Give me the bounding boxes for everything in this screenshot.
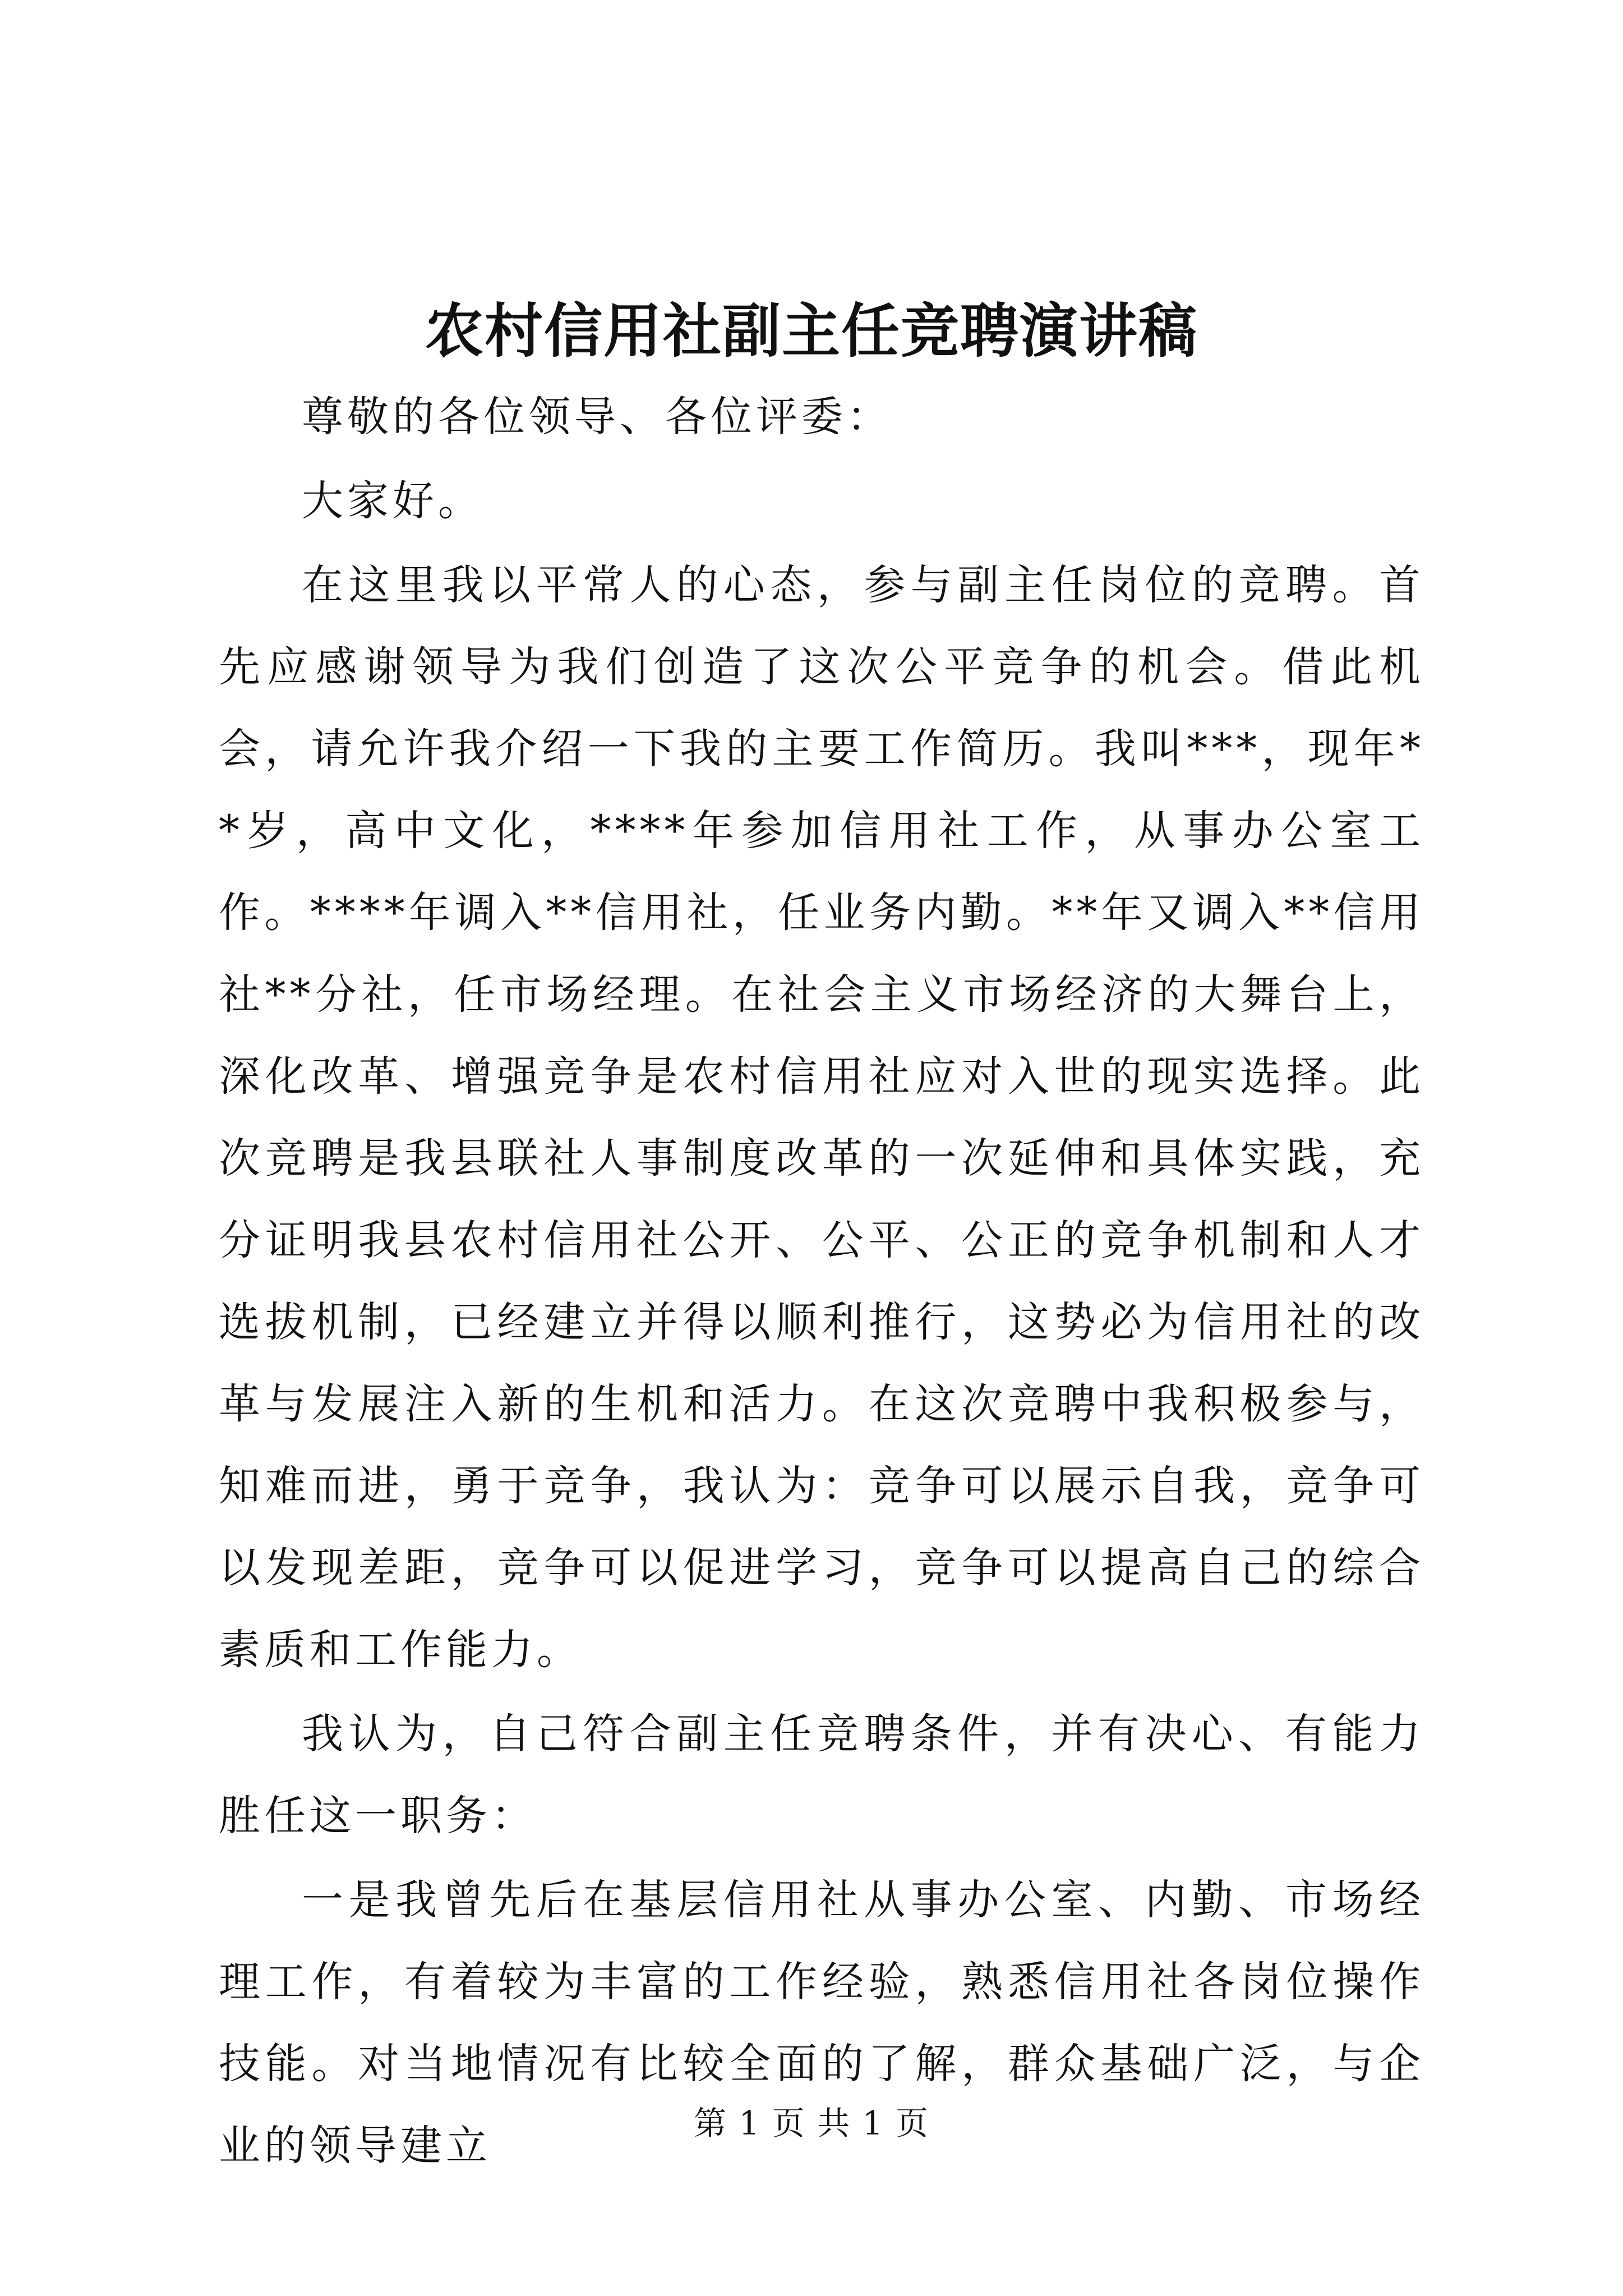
paragraph-introduction: 在这里我以平常人的心态，参与副主任岗位的竞聘。首先应感谢领导为我们创造了这次公平竞争的机会。借此机会，请允许我介绍一下我的主要工作简历。我叫***，现年**岁，高中文化，****年参加信用社工作，从事办公室工作。****年调入**信用社，任业务内勤。**年又调入**信用社**分社，任市场经理。在社会主义市场经济的大舞台上，深化改革、增强竞争是农村信用社应对入世的现实选择。此次竞聘是我县联社人事制度改革的一次延伸和具体实践，充分证明我县农村信用社公开、公平、公正的竞争机制和人才选拔机制，已经建立并得以顺利推行，这势必为信用社的改革与发展注入新的生机和活力。在这次竞聘中我积极参与，知难而进，勇于竞争，我认为：竞争可以展示自我，竞争可以发现差距，竞争可以促进学习，竞争可以提高自己的综合素质和工作能力。	[219, 561, 1424, 1674]
document-title: 农村信用社副主任竞聘演讲稿	[425, 296, 1198, 365]
paragraph-qualification: 我认为，自己符合副主任竞聘条件，并有决心、有能力胜任这一职务：	[219, 1710, 1424, 1840]
paragraph-point-one: 一是我曾先后在基层信用社从事办公室、内勤、市场经理工作，有着较为丰富的工作经验，熟悉信用社各岗位操作技能。对当地情况有比较全面的了解，群众基础广泛，与企业的领导建立	[219, 1876, 1424, 2170]
page-footer: 第 1 页 共 1 页	[694, 2104, 929, 2142]
paragraph-salutation: 尊敬的各位领导、各位评委：	[302, 393, 892, 441]
paragraph-greeting: 大家好。	[302, 477, 483, 525]
document-body	[219, 376, 1424, 2189]
